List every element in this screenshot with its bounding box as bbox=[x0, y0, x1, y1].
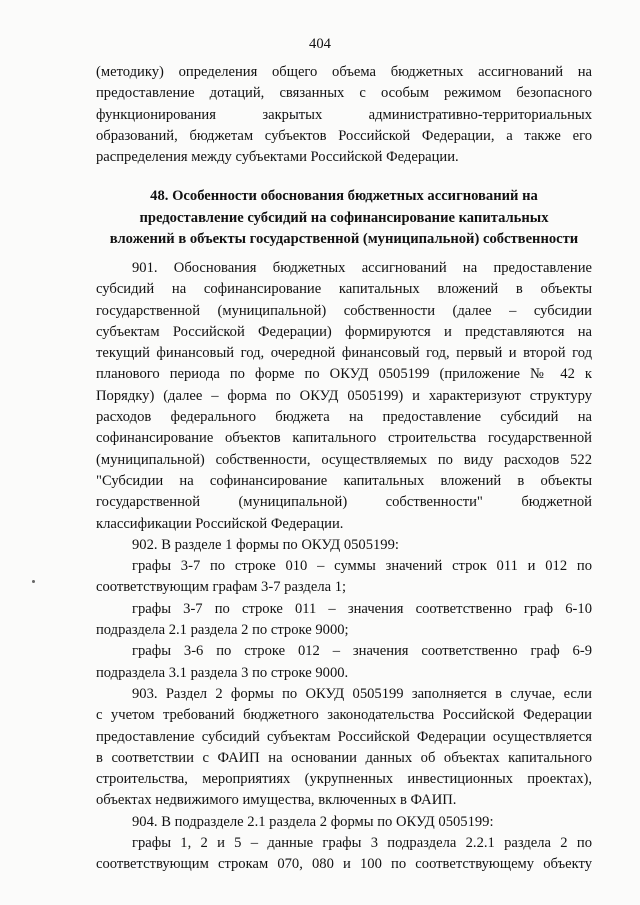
text-line: с учетом требований бюджетного законодательства Российской Федерации bbox=[96, 707, 592, 724]
text-line: (муниципальной) собственности, осуществляемых по виду расходов 522 bbox=[96, 451, 592, 468]
text-line: государственной (муниципальной) собственности" бюджетной bbox=[96, 494, 592, 511]
page-number: 404 bbox=[309, 36, 331, 52]
text-line: подраздела 2.1 раздела 2 по строке 9000; bbox=[96, 622, 349, 639]
text-line: (методику) определения общего объема бюджетных ассигнований на bbox=[96, 64, 592, 80]
text-line: распределения между субъектами Российской Федерации. bbox=[96, 149, 459, 166]
text-line: государственной (муниципальной) собственности (далее – субсидии bbox=[96, 302, 592, 319]
paragraph bbox=[96, 535, 592, 556]
paragraph bbox=[96, 812, 592, 833]
text-line: 901. Обоснования бюджетных ассигнований на предоставление bbox=[132, 260, 592, 276]
paragraph bbox=[96, 556, 592, 599]
text-line: графы 1, 2 и 5 – данные графы 3 подраздела 2.2.1 раздела 2 по bbox=[132, 835, 592, 852]
heading-line: вложений в объекты государственной (муниципальной) собственности bbox=[109, 231, 579, 247]
heading-line: 48. Особенности обоснования бюджетных ассигнований на bbox=[150, 188, 538, 204]
intro-paragraph bbox=[96, 62, 592, 168]
text-line: Порядку) (далее – форма по ОКУД 0505199) и характеризуют структуру bbox=[96, 387, 592, 404]
paragraph bbox=[96, 599, 592, 642]
text-line: предоставление субсидий субъектам Российской Федерации осуществляется bbox=[96, 728, 592, 745]
section-body bbox=[96, 258, 592, 876]
text-line: соответствующим строкам 070, 080 и 100 по соответствующему объекту bbox=[96, 856, 592, 873]
text-line: предоставление дотаций, связанных с особым режимом безопасного bbox=[96, 85, 592, 102]
paragraph bbox=[96, 258, 592, 535]
section-heading bbox=[96, 186, 592, 251]
text-line: графы 3-7 по строке 010 – суммы значений строк 011 и 012 по bbox=[132, 558, 592, 575]
text-line: графы 3-6 по строке 012 – значения соответственно граф 6-9 bbox=[132, 643, 592, 660]
text-line: субъектам Российской Федерации) формируются и представляются на bbox=[96, 323, 592, 340]
text-line: функционирования закрытых административно-территориальных bbox=[96, 106, 592, 123]
text-line: расходов федерального бюджета на предоставление субсидий на bbox=[96, 409, 592, 426]
text-line: графы 3-7 по строке 011 – значения соответственно граф 6-10 bbox=[132, 600, 592, 617]
text-line: объектах недвижимого имущества, включенных в ФАИП. bbox=[96, 792, 457, 809]
text-line: 902. В разделе 1 формы по ОКУД 0505199: bbox=[132, 536, 399, 553]
text-line: образований, бюджетам субъектов Российской Федерации, а также его bbox=[96, 127, 592, 144]
text-line: в соответствии с ФАИП на основании данных об объектах капитального bbox=[96, 749, 592, 766]
text-line: классификации Российской Федерации. bbox=[96, 515, 344, 532]
text-line: соответствующим графам 3-7 раздела 1; bbox=[96, 579, 347, 596]
paragraph bbox=[96, 684, 592, 812]
scan-speck bbox=[32, 580, 35, 583]
paragraph bbox=[96, 641, 592, 684]
text-line: софинансирование объектов капитального строительства государственной bbox=[96, 430, 592, 447]
text-line: "Субсидии на софинансирование капитальных вложений в объекты bbox=[96, 472, 592, 489]
heading-line: предоставление субсидий на софинансирование капитальных bbox=[139, 209, 549, 226]
text-line: строительства, мероприятиях (укрупненных инвестиционных проектах), bbox=[96, 771, 592, 788]
text-line: 903. Раздел 2 формы по ОКУД 0505199 заполняется в случае, если bbox=[132, 685, 592, 702]
text-line: подраздела 3.1 раздела 3 по строке 9000. bbox=[96, 664, 349, 681]
text-line: планового периода по форме по ОКУД 0505199 (приложение № 42 к bbox=[96, 366, 592, 383]
text-line: субсидий на софинансирование капитальных вложений в объекты bbox=[96, 281, 592, 298]
text-line: текущий финансовый год, очередной финансовый год, первый и второй год bbox=[96, 345, 592, 362]
paragraph bbox=[96, 833, 592, 876]
text-line: 904. В подразделе 2.1 раздела 2 формы по ОКУД 0505199: bbox=[132, 813, 494, 830]
